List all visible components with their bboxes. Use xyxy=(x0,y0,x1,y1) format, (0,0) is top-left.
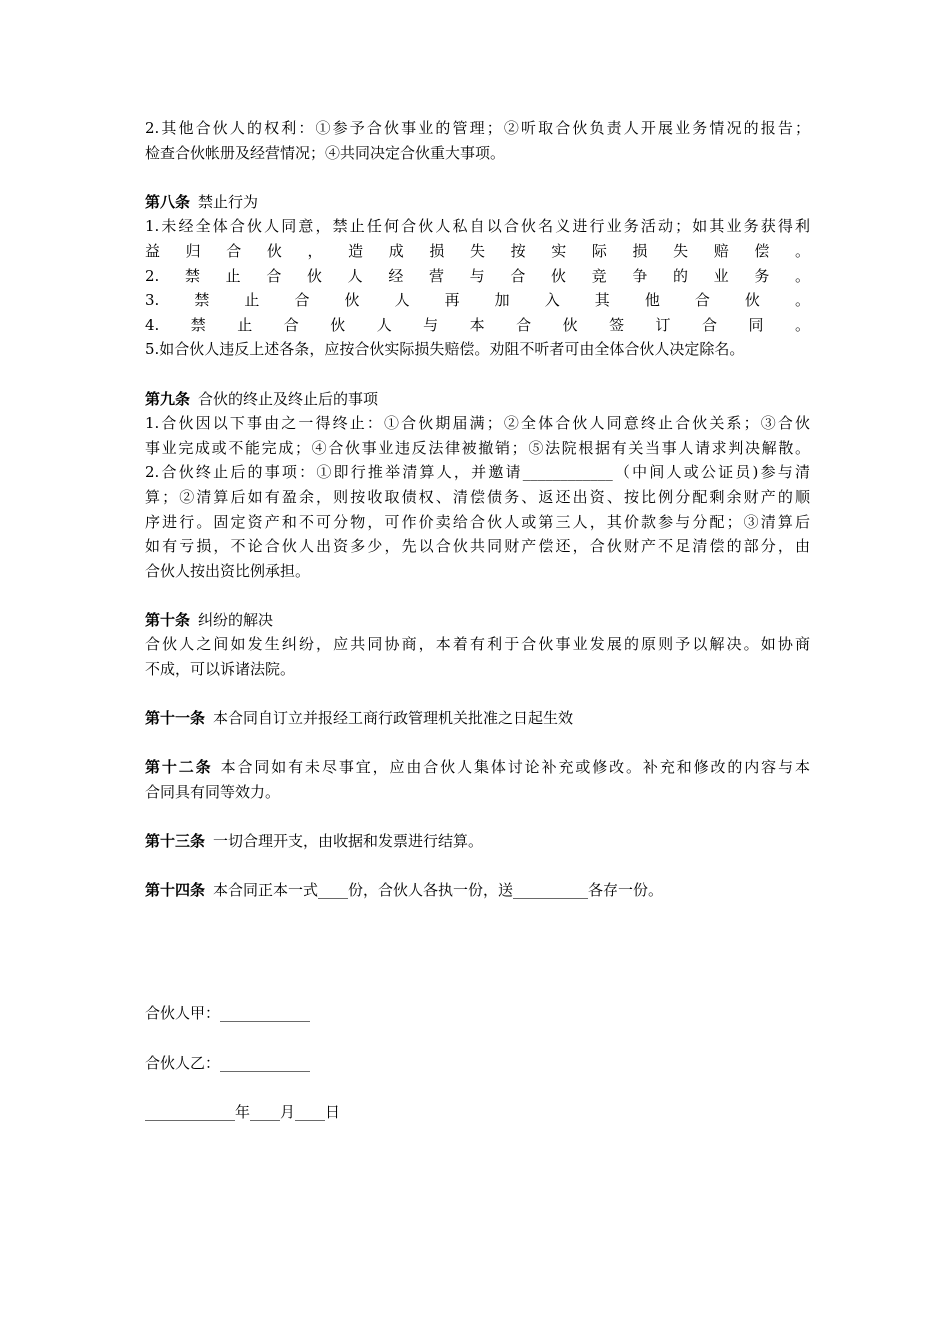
paragraph-line: 1.合伙因以下事由之一得终止：①合伙期届满；②全体合伙人同意终止合伙关系；③合伙 xyxy=(145,414,810,433)
paragraph-line: 5.如合伙人违反上述各条，应按合伙实际损失赔偿。劝阻不听者可由全体合伙人决定除名。 xyxy=(145,340,745,359)
article-heading xyxy=(145,878,810,903)
blank-line xyxy=(145,682,810,707)
paragraph-line: 4.禁止合伙人与本合伙签订合同。 xyxy=(145,315,810,334)
blank-line xyxy=(145,1075,810,1100)
article-heading xyxy=(145,829,810,854)
article-title: 本合同正本一式____份，合伙人各执一份，送__________各存一份。 xyxy=(213,881,664,900)
blank-line xyxy=(145,583,810,608)
blank-line xyxy=(145,854,810,879)
paragraph-line: 检查合伙帐册及经营情况；④共同决定合伙重大事项。 xyxy=(145,143,506,162)
signature-party-a: 合伙人甲：____________ xyxy=(145,1004,311,1023)
article-heading xyxy=(145,608,810,633)
paragraph-line: 益归合伙，造成损失按实际损失赔偿。 xyxy=(145,241,810,260)
blank-line xyxy=(145,952,810,977)
blank-line xyxy=(145,977,810,1002)
paragraph-line: 合伙人按出资比例承担。 xyxy=(145,561,311,580)
article-heading xyxy=(145,706,810,731)
article-title: 禁止行为 xyxy=(198,192,259,211)
article-heading xyxy=(145,387,810,412)
paragraph-line: 事业完成或不能完成；④合伙事业违反法律被撤销；⑤法院根据有关当事人请求判决解散。 xyxy=(145,438,810,457)
paragraph-line: 合同具有同等效力。 xyxy=(145,783,281,802)
article-heading xyxy=(145,755,810,780)
blank-line xyxy=(145,165,810,190)
article-number: 第十三条 xyxy=(145,832,206,851)
document-page xyxy=(145,116,810,1124)
paragraph-line: 如有亏损，不论合伙人出资多少，先以合伙共同财产偿还，合伙财产不足清偿的部分，由 xyxy=(145,537,810,556)
article-title: 纠纷的解决 xyxy=(198,610,274,629)
article-number: 第十条 xyxy=(145,610,191,629)
article-number: 第十一条 xyxy=(145,709,206,728)
article-title: 本合同如有未尽事宜，应由合伙人集体讨论补充或修改。补充和修改的内容与本 xyxy=(220,758,810,777)
blank-line xyxy=(145,928,810,953)
blank-line xyxy=(145,1026,810,1051)
article-number: 第十二条 xyxy=(145,758,213,777)
article-title: 合伙的终止及终止后的事项 xyxy=(198,389,379,408)
blank-line xyxy=(145,731,810,756)
blank-line xyxy=(145,903,810,928)
article-number: 第八条 xyxy=(145,192,191,211)
article-number: 第九条 xyxy=(145,389,191,408)
paragraph-line: 不成，可以诉诸法院。 xyxy=(145,660,296,679)
blank-line xyxy=(145,805,810,830)
paragraph-line: 2.禁止合伙人经营与合伙竞争的业务。 xyxy=(145,266,810,285)
paragraph-line: 合伙人之间如发生纠纷，应共同协商，本着有利于合伙事业发展的原则予以解决。如协商 xyxy=(145,635,810,654)
paragraph-line: 3.禁止合伙人再加入其他合伙。 xyxy=(145,291,810,310)
article-title: 本合同自订立并报经工商行政管理机关批准之日起生效 xyxy=(213,709,574,728)
paragraph-line: 1.未经全体合伙人同意，禁止任何合伙人私自以合伙名义进行业务活动；如其业务获得利 xyxy=(145,217,810,236)
paragraph-line: 序进行。固定资产和不可分物，可作价卖给合伙人或第三人，其价款参与分配；③清算后 xyxy=(145,512,810,531)
signature-date: ____________年____月____日 xyxy=(145,1102,341,1121)
article-number: 第十四条 xyxy=(145,881,206,900)
paragraph-line: 2.其他合伙人的权利：①参予合伙事业的管理；②听取合伙负责人开展业务情况的报告； xyxy=(145,119,810,137)
article-heading xyxy=(145,190,810,215)
signature-party-b: 合伙人乙：____________ xyxy=(145,1053,311,1072)
article-title: 一切合理开支，由收据和发票进行结算。 xyxy=(213,832,484,851)
paragraph-line: 2.合伙终止后的事项：①即行推举清算人，并邀请____________（中间人或公证员)参与清 xyxy=(145,463,810,482)
paragraph-line: 算；②清算后如有盈余，则按收取债权、清偿债务、返还出资、按比例分配剩余财产的顺 xyxy=(145,487,810,506)
blank-line xyxy=(145,362,810,387)
